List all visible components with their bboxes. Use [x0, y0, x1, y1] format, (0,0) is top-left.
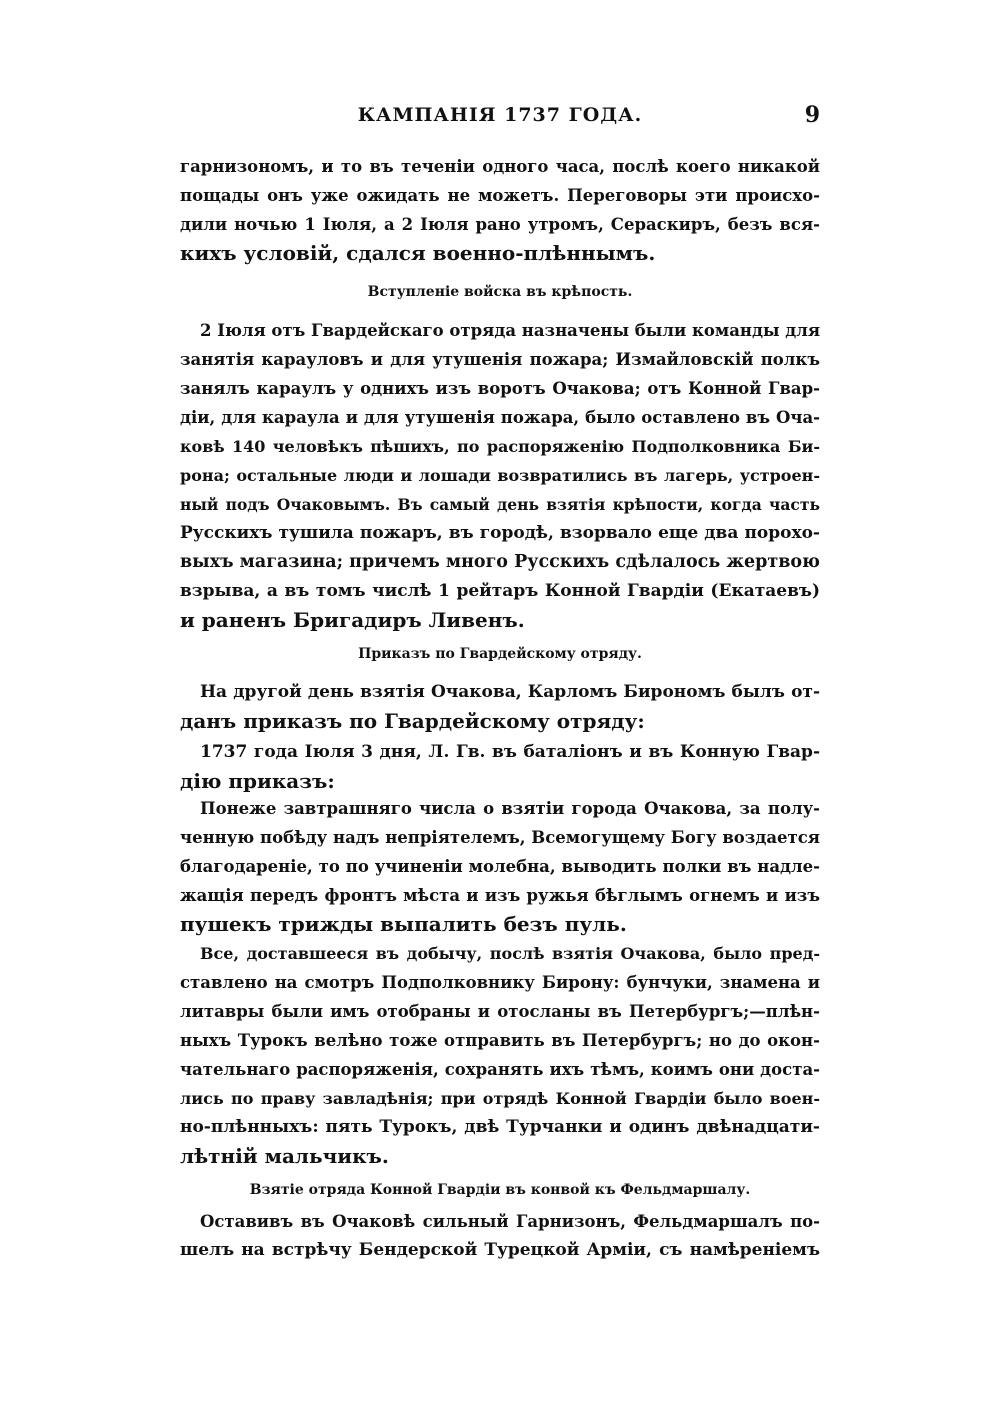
page-number: 9	[804, 102, 820, 128]
section-heading: Взятіе отряда Конной Гвардіи въ конвой къ Фельдмаршалу.	[249, 1182, 751, 1198]
section-heading: Вступленіе войска въ крѣпость.	[367, 284, 633, 300]
section-heading: Приказъ по Гвардейскому отряду.	[358, 646, 642, 662]
text-line: пощады онъ уже ожидать не можетъ. Переговоры эти происхо-	[180, 186, 820, 205]
text-line: гарнизономъ, и то въ теченіи одного часа, послѣ коего никакой	[180, 157, 820, 176]
text-line: благодареніе, то по учиненіи молебна, выводить полки въ надле-	[180, 857, 820, 876]
text-line: лись по праву завладѣнія; при отрядѣ Конной Гвардіи было воен-	[180, 1089, 820, 1108]
text-line: литавры были имъ отобраны и отосланы въ Петербургъ;—плѣн-	[180, 1002, 820, 1021]
text-line: ставлено на смотръ Подполковнику Бирону: бунчуки, знамена и	[180, 973, 820, 992]
text-line: діи, для караула и для утушенія пожара, было оставлено въ Оча-	[180, 408, 820, 427]
text-line: ный подъ Очаковымъ. Въ самый день взятія крѣпости, когда часть	[180, 495, 820, 514]
text-line: лѣтній мальчикъ.	[180, 1144, 389, 1168]
text-line: чательнаго распоряженія, сохранять ихъ тѣмъ, коимъ они доста-	[180, 1060, 820, 1079]
text-line: На другой день взятія Очакова, Карломъ Бирономъ былъ от-	[200, 682, 820, 702]
text-line: Оставивъ въ Очаковѣ сильный Гарнизонъ, Фельдмаршалъ по-	[200, 1212, 820, 1231]
text-line: дили ночью 1 Іюля, а 2 Іюля рано утромъ, Сераскиръ, безъ вся-	[180, 215, 820, 234]
text-line: ченную побѣду надъ непріятелемъ, Всемогущему Богу воздается	[180, 828, 820, 847]
text-line: взрыва, а въ томъ числѣ 1 рейтаръ Конной Гвардіи (Екатаевъ)	[180, 581, 820, 601]
text-line: рона; остальные люди и лошади возвратились въ лагерь, устроен-	[180, 466, 820, 485]
text-line: 2 Іюля отъ Гвардейскаго отряда назначены были команды для	[200, 321, 821, 340]
text-line: Понеже завтрашняго числа о взятіи города Очакова, за полу-	[200, 799, 820, 818]
running-head	[180, 100, 820, 130]
text-line: выхъ магазина; причемъ много Русскихъ сдѣлалось жертвою	[180, 552, 820, 572]
text-line: пушекъ трижды выпалить безъ пуль.	[180, 912, 627, 936]
text-line: Русскихъ тушила пожаръ, въ городѣ, взорвало еще два порохо-	[180, 523, 820, 543]
text-line: ныхъ Турокъ велѣно тоже отправить въ Петербургъ; но до окон-	[180, 1031, 820, 1050]
text-line: 1737 года Іюля 3 дня, Л. Гв. въ баталіонъ и въ Конную Гвар-	[200, 742, 820, 762]
text-line: и раненъ Бригадиръ Ливенъ.	[180, 608, 525, 632]
running-title: КАМПАНІЯ 1737 ГОДА.	[357, 104, 643, 126]
text-line: дію приказъ:	[180, 769, 335, 793]
text-line: кихъ условій, сдался военно-плѣннымъ.	[180, 241, 656, 265]
text-line: ковѣ 140 человѣкъ пѣшихъ, по распоряженію Подполковника Би-	[180, 437, 820, 456]
text-line: шелъ на встрѣчу Бендерской Турецкой Арміи, съ намѣреніемъ	[180, 1240, 820, 1260]
text-line: занятія карауловъ и для утушенія пожара; Измайловскій полкъ	[180, 350, 820, 369]
text-line: Все, доставшееся въ добычу, послѣ взятія Очакова, было пред-	[200, 944, 820, 963]
text-line: жащія передъ фронтъ мѣста и изъ ружья бѣглымъ огнемъ и изъ	[180, 886, 820, 905]
text-line: занялъ караулъ у однихъ изъ воротъ Очакова; отъ Конной Гвар-	[180, 379, 820, 398]
text-line: данъ приказъ по Гвардейскому отряду:	[180, 709, 645, 733]
text-line: но-плѣнныхъ: пять Турокъ, двѣ Турчанки и одинъ двѣнадцати-	[180, 1117, 820, 1137]
